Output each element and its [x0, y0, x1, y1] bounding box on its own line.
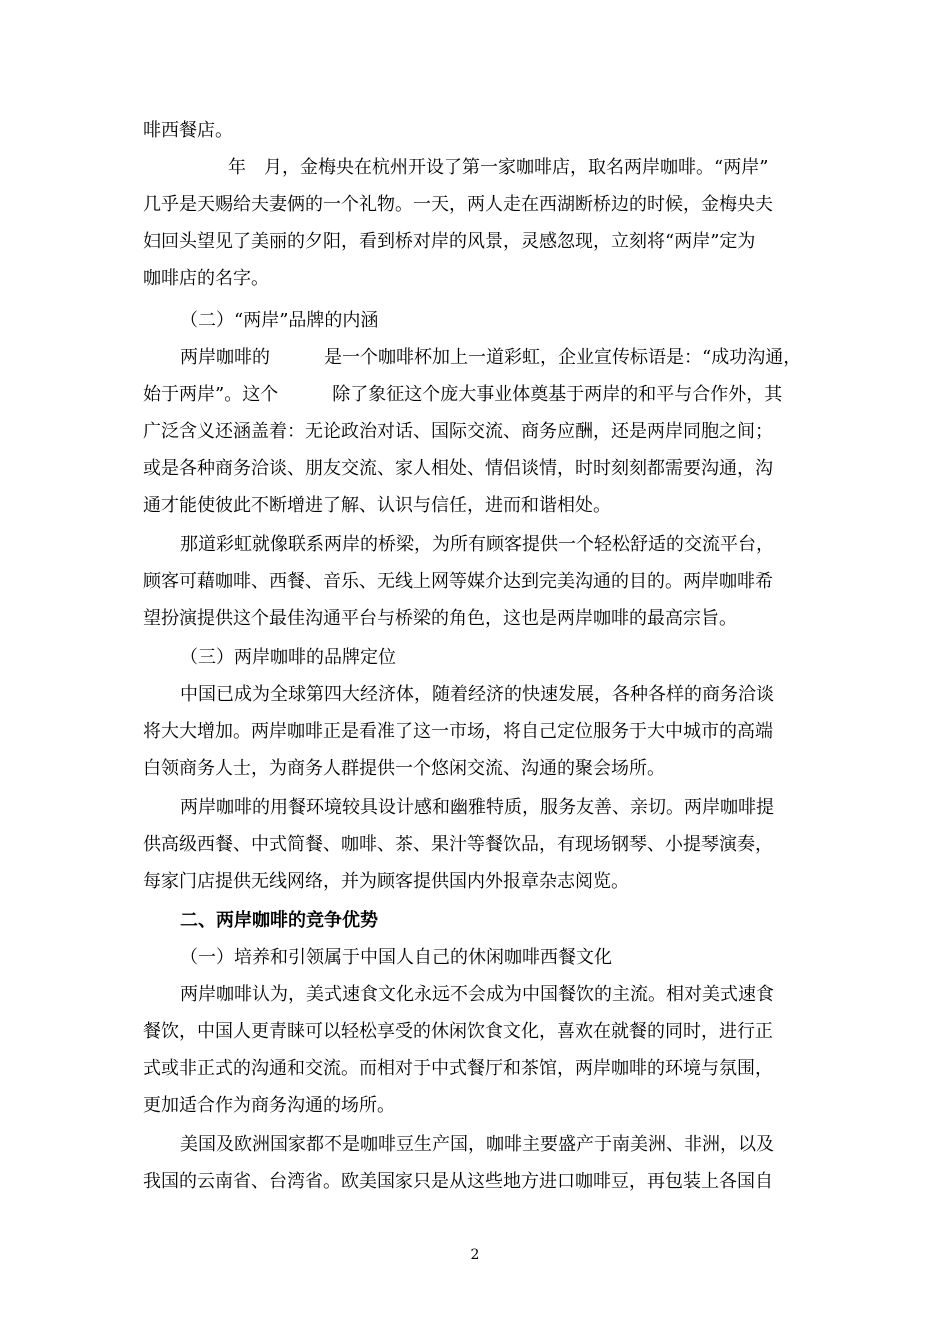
text-line: 式或非正式的沟通和交流。而相对于中式餐厅和茶馆，两岸咖啡的环境与氛围，	[143, 1058, 773, 1079]
text-line: 始于两岸”。这个 除了象征这个庞大事业体奠基于两岸的和平与合作外，其	[143, 384, 783, 405]
text-line: 白领商务人士，为商务人群提供一个悠闲交流、沟通的聚会场所。	[143, 758, 665, 779]
text-line: 将大大增加。两岸咖啡正是看准了这一市场，将自己定位服务于大中城市的高端	[143, 721, 773, 742]
text-line: 广泛含义还涵盖着：无论政治对话、国际交流、商务应酬，还是两岸同胞之间；	[143, 421, 773, 442]
text-line: 啡西餐店。	[143, 120, 233, 141]
text-line: 顾客可藉咖啡、西餐、音乐、无线上网等媒介达到完美沟通的目的。两岸咖啡希	[143, 571, 773, 592]
page-number: 2	[470, 1247, 480, 1263]
text-line: 中国已成为全球第四大经济体，随着经济的快速发展，各种各样的商务洽谈	[180, 684, 774, 705]
text-line: 那道彩虹就像联系两岸的桥梁，为所有顾客提供一个轻松舒适的交流平台，	[180, 534, 774, 555]
section-heading: （一）培养和引领属于中国人自己的休闲咖啡西餐文化	[180, 947, 612, 968]
text-line: 妇回头望见了美丽的夕阳，看到桥对岸的风景，灵感忽现，立刻将“两岸”定为	[143, 231, 756, 252]
text-line: 更加适合作为商务沟通的场所。	[143, 1095, 395, 1116]
text-line: 供高级西餐、中式简餐、咖啡、茶、果汁等餐饮品，有现场钢琴、小提琴演奏，	[143, 834, 773, 855]
text-line: 我国的云南省、台湾省。欧美国家只是从这些地方进口咖啡豆，再包装上各国自	[143, 1171, 773, 1192]
text-line: 咖啡店的名字。	[143, 268, 269, 289]
text-line: 几乎是天赐给夫妻俩的一个礼物。一天，两人走在西湖断桥边的时候，金梅央夫	[143, 194, 773, 215]
text-line: 两岸咖啡认为，美式速食文化永远不会成为中国餐饮的主流。相对美式速食	[180, 984, 774, 1005]
section-heading: （二）“两岸”品牌的内涵	[180, 310, 379, 331]
text-line: 餐饮，中国人更青睐可以轻松享受的休闲饮食文化，喜欢在就餐的同时，进行正	[143, 1021, 773, 1042]
text-line: 两岸咖啡的用餐环境较具设计感和幽雅特质，服务友善、亲切。两岸咖啡提	[180, 797, 774, 818]
text-line: 或是各种商务洽谈、朋友交流、家人相处、情侣谈情，时时刻刻都需要沟通，沟	[143, 458, 773, 479]
text-line: 美国及欧洲国家都不是咖啡豆生产国，咖啡主要盛产于南美洲、非洲，以及	[180, 1134, 774, 1155]
text-line: 每家门店提供无线网络，并为顾客提供国内外报章杂志阅览。	[143, 871, 629, 892]
section-heading: （三）两岸咖啡的品牌定位	[180, 647, 396, 668]
text-line: 通才能使彼此不断增进了解、认识与信任，进而和谐相处。	[143, 495, 611, 516]
text-line: 年 月，金梅央在杭州开设了第一家咖啡店，取名两岸咖啡。“两岸”	[228, 157, 769, 178]
text-line: 两岸咖啡的 是一个咖啡杯加上一道彩虹，企业宣传标语是：“成功沟通，	[180, 347, 802, 368]
text-line: 望扮演提供这个最佳沟通平台与桥梁的角色，这也是两岸咖啡的最高宗旨。	[143, 608, 737, 629]
chapter-heading: 二、两岸咖啡的竞争优势	[180, 910, 378, 931]
